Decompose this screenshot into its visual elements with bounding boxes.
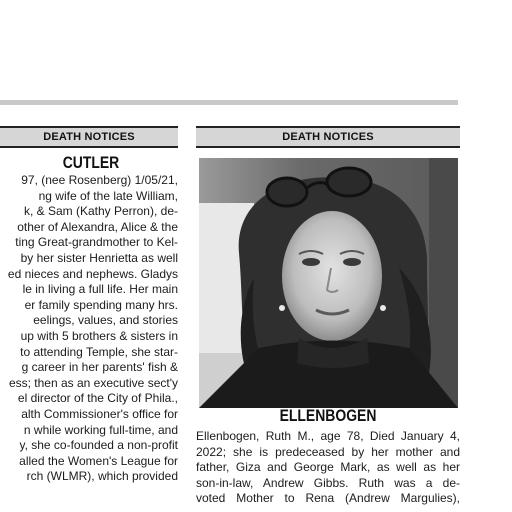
- text-line: father, Giza and George Mark, as well as her: [196, 460, 460, 475]
- text-line: er family spending many hrs.: [24, 297, 178, 312]
- text-line: son-in-law, Andrew Gibbs. Ruth was a de-: [196, 475, 460, 490]
- text-line: 97, (nee Rosenberg) 1/05/21,: [21, 173, 178, 187]
- text-line: ess; then as an executive sect'y: [8, 375, 178, 390]
- obituary-text: [0, 173, 178, 485]
- portrait-photo-image: [199, 158, 458, 408]
- obituary-text: [196, 429, 460, 507]
- text-line: le in living a full life. Her main: [22, 282, 178, 297]
- obituary-name-heading: ELLENBOGEN: [279, 406, 377, 425]
- text-line: Ellenbogen, Ruth M., age 78, Died January 4,: [196, 429, 460, 443]
- text-line: el director of the City of Phila.,: [17, 391, 178, 406]
- section-header: DEATH NOTICES: [196, 126, 460, 148]
- top-divider-rule: [0, 100, 458, 105]
- text-line: ting Great-grandmother to Kel-: [15, 235, 178, 250]
- text-line: alth Commissioner's office for: [21, 406, 178, 421]
- text-line: 2022; she is predeceased by her mother and: [196, 444, 460, 459]
- text-line: ng wife of the late William,: [38, 188, 178, 203]
- text-line: voted Mother to Rena (Andrew Margulies),: [196, 491, 460, 506]
- text-line: g career in her parents' fish &: [21, 360, 178, 375]
- text-line: other of Alexandra, Alice & the: [17, 219, 178, 234]
- obituary-name-heading: CUTLER: [62, 153, 120, 172]
- text-line: up with 5 brothers & sisters in: [20, 328, 178, 343]
- text-line: ed nieces and nephews. Gladys: [7, 266, 178, 281]
- portrait-photo: [199, 158, 458, 408]
- text-line: to attending Temple, she star-: [20, 344, 178, 359]
- text-line: alled the Women's League for: [19, 453, 178, 468]
- section-header: DEATH NOTICES: [0, 126, 178, 148]
- text-line: k, & Sam (Kathy Perron), de-: [23, 204, 178, 219]
- death-notices-column-left: [0, 126, 178, 512]
- text-line: eelings, values, and stories: [33, 313, 178, 328]
- text-line: y, she co-founded a non-profit: [19, 438, 178, 453]
- text-line: by her sister Henrietta as well: [20, 250, 178, 265]
- text-line: rch (WLMR), which provided: [26, 469, 178, 484]
- death-notices-column-right: [196, 126, 460, 512]
- text-line: n while working full-time, and: [23, 422, 178, 437]
